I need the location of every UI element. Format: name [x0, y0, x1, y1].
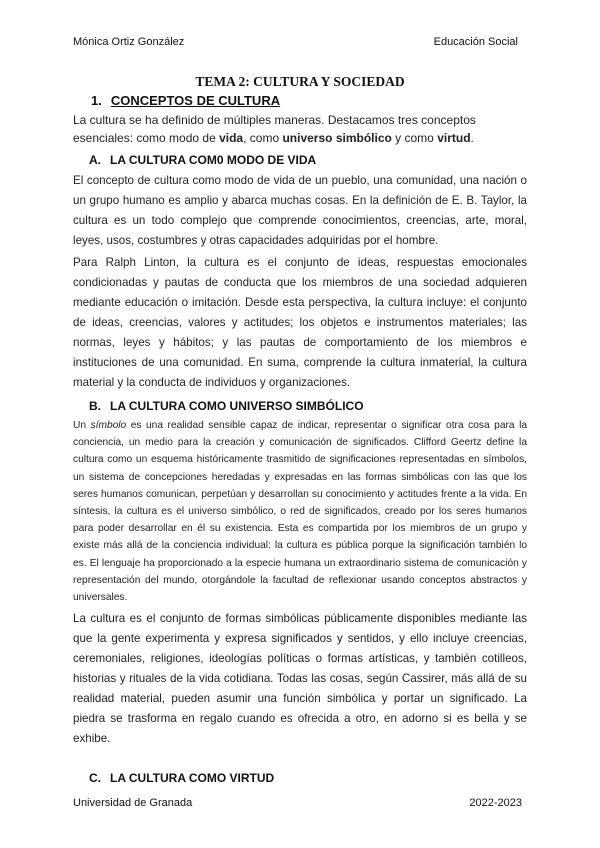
paragraph-a2: Para Ralph Linton, la cultura es el conjunto de ideas, respuestas emocionales condicionadas y pautas de conducta que los miembros de una sociedad adquieren mediante educación o imitación. Desde esta perspectiva, la cultura incluye: el conjunto de ideas, creencias, valores y actitudes; los objetos e instrumentos materiales; las normas, leyes y hábitos; y las pautas de comportamiento de los miembros e instituciones de una comunidad. En suma, comprende la cultura inmaterial, la cultura material y la conducta de individuos y organizaciones. [73, 256, 527, 389]
page-title: TEMA 2: CULTURA Y SOCIEDAD [195, 74, 405, 89]
subsection-label: LA CULTURA COM0 MODO DE VIDA [110, 153, 317, 167]
intro-text-2: , como [243, 131, 283, 145]
header-author: Mónica Ortiz González [73, 36, 185, 48]
subsection-heading-b [89, 399, 527, 413]
subsection-letter: B. [89, 399, 101, 413]
section-heading-1 [91, 93, 527, 108]
footer-year: 2022-2023 [469, 797, 522, 809]
intro-paragraph [73, 111, 527, 147]
subsection-letter: C. [89, 771, 101, 786]
paragraph-b2: La cultura es el conjunto de formas simbólicas públicamente disponibles mediante las que la gente experimenta y expresa significados y sentidos, y ello incluye creencias, ceremoniales, religiones, ideologías políticas o formas artísticas, y también cotilleos, historias y rituales de la vida cotidiana. Todas las cosas, según Cassirer, más allá de su realidad material, pueden asumir una función simbólica y portar un significado. La piedra se trasforma en regalo cuando es ofrecida a otro, en adorno si es bella y se exhibe. [73, 612, 527, 746]
section-number: 1. [91, 93, 102, 108]
page-content [73, 74, 527, 789]
footer-institution: Universidad de Granada [73, 797, 193, 809]
intro-text-1: La cultura se ha definido de múltiples maneras. Destacamos tres conceptos esenciales: como modo de [73, 113, 476, 145]
subsection-heading-a [89, 153, 527, 167]
section-label: CONCEPTOS DE CULTURA [110, 93, 281, 108]
subsection-label: LA CULTURA COMO UNIVERSO SIMBÓLICO [110, 399, 364, 413]
subsection-label: LA CULTURA COMO VIRTUD [110, 771, 275, 786]
intro-text-4: . [470, 131, 474, 145]
paragraph-b1: Un símbolo es una realidad sensible capaz de indicar, representar o significar otra cosa para la conciencia, un medio para la creación y comunicación de significados. Clifford Geertz define la cultura como un esquema históricamente trasmitido de significaciones representadas en símbolos, un sistema de concepciones heredadas y expresadas en las formas simbólicas con las que los seres humanos comunican, perpetúan y desarrollan su conocimiento y actitudes frente a la vida. En síntesis, la cultura es el universo simbólico, o red de significados, creado por los seres humanos para poder desarrollar en él su existencia. Esta es compartida por los miembros de un grupo y existe más allá de la conciencia individual: la cultura es pública porque la significación también lo es. El lenguaje ha proporcionado a la especie humana un extraordinario sistema de comunicación y representación del mundo, otorgándole la facultad de reflexionar usando conceptos abstractos y universales. [73, 420, 527, 604]
intro-bold-virtud: virtud [437, 131, 471, 145]
intro-bold-vida: vida [219, 131, 244, 145]
intro-text-3: y como [391, 131, 438, 145]
intro-bold-universo: universo simbólico [282, 131, 392, 145]
subsection-heading-c [89, 771, 527, 785]
subsection-letter: A. [89, 153, 101, 167]
header-subject: Educación Social [433, 36, 518, 48]
paragraph-a1: El concepto de cultura como modo de vida de un pueblo, una comunidad, una nación o un grupo humano es amplio y abarca muchas cosas. En la definición de E. B. Taylor, la cultura es un todo complejo que comprende conocimientos, creencias, arte, moral, leyes, usos, costumbres y otras capacidades adquiridas por el hombre. [73, 174, 527, 247]
